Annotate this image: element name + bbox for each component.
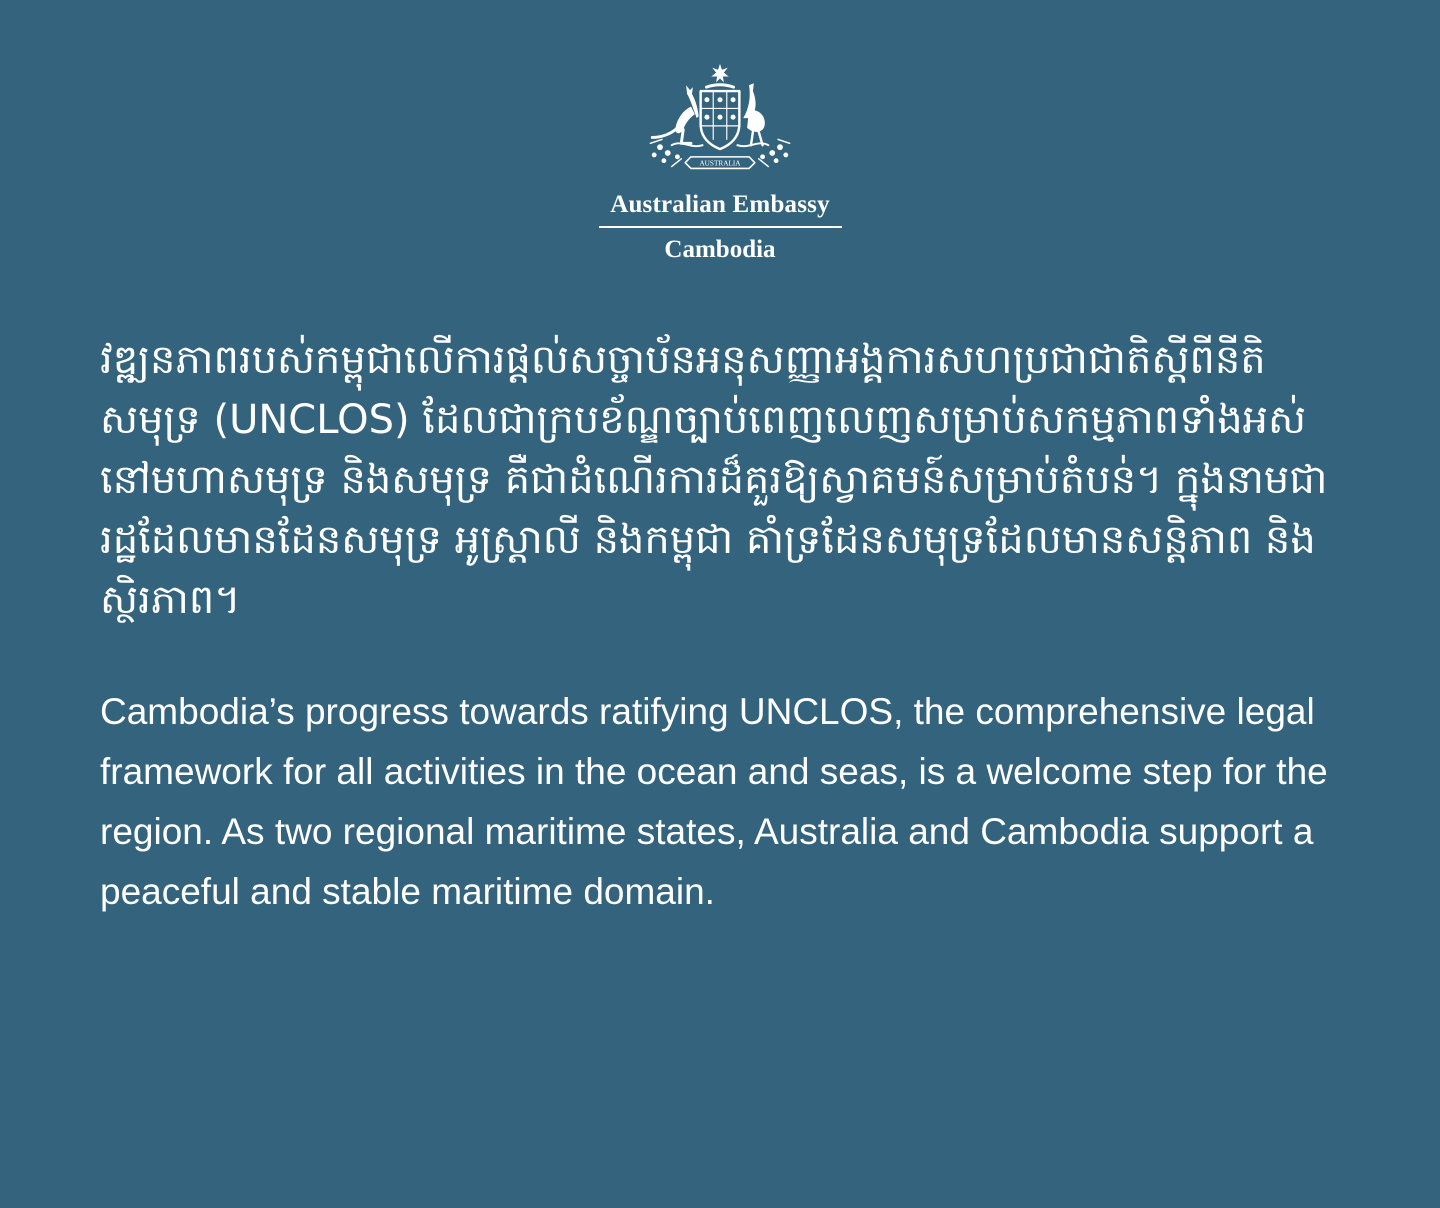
khmer-statement: វឌ្ឍនភាពរបស់កម្ពុជាលើការផ្តល់សច្ចាប័នអនុសញ្ញាអង្គការសហប្រជាជាតិស្តីពីនីតិសមុទ្រ (UNCLOS) ដែលជាក្របខ័ណ្ឌច្បាប់ពេញលេញសម្រាប់សកម្មភាពទាំងអស់នៅមហាសមុទ្រ និងសមុទ្រ គឺជាដំណើរការដ៏គួរឱ្យស្វាគមន៍សម្រាប់តំបន់។ ក្នុងនាមជារដ្ឋដែលមានដែនសមុទ្រ អូស្ត្រាលី និងកម្ពុជា គាំទ្រដែនសមុទ្រដែលមានសន្តិភាព និងស្ថិរភាព។: [100, 337, 1328, 623]
embassy-country: Cambodia: [664, 236, 776, 263]
header-divider: [599, 226, 842, 228]
embassy-name: Australian Embassy: [610, 191, 830, 218]
english-statement: Cambodia’s progress towards ratifying UNCLOS, the comprehensive legal framework for all activities in the ocean and seas, is a welcome step for the region. As two regional maritime states, Australia and Cambodia support a peaceful and stable maritime domain.: [100, 691, 1328, 912]
crest-scroll-text: AUSTRALIA: [699, 159, 741, 168]
coat-of-arms-icon: [642, 62, 798, 182]
embassy-header: [0, 62, 1440, 265]
